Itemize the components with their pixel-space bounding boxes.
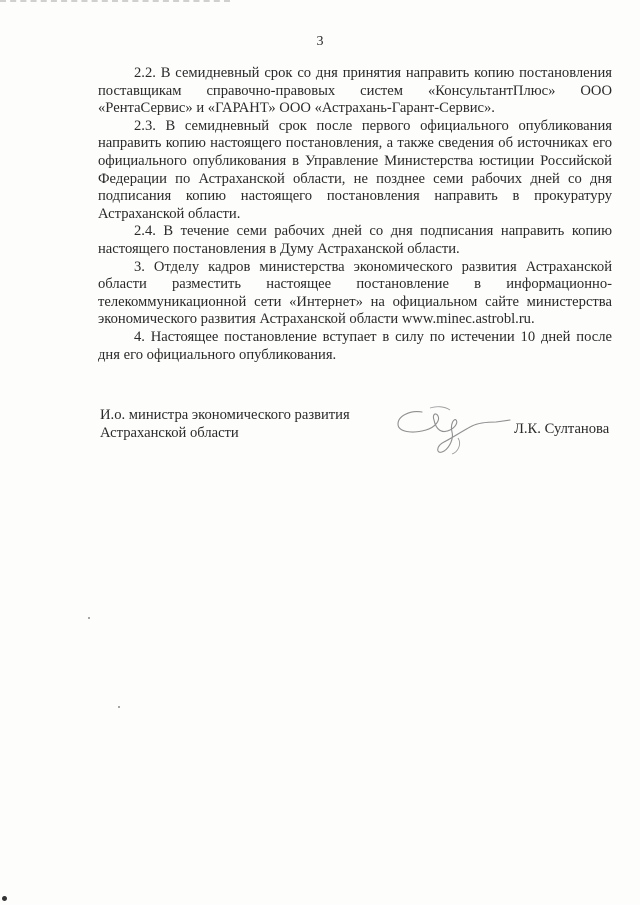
- signatory-title-line1: И.о. министра экономического развития: [100, 407, 350, 423]
- document-body: [98, 65, 612, 364]
- signatory-title: [100, 407, 350, 442]
- signatory-name: Л.К. Султанова: [514, 421, 610, 437]
- scan-speck: [2, 896, 7, 901]
- scan-speck: [88, 617, 90, 619]
- paragraph-4: 4. Настоящее постановление вступает в силу по истечении 10 дней после дня его официального опубликования.: [98, 328, 612, 363]
- scan-artifact: [0, 0, 230, 7]
- signatory-title-line2: Астраханской области: [100, 424, 239, 441]
- scan-speck: [118, 706, 120, 708]
- paragraph-3: 3. Отделу кадров министерства экономического развития Астраханской области разместить настоящее постановление в информационно-телекоммуникационной сети «Интернет» на официальном сайте министерства экономического развития Астраханской области www.minec.astrobl.ru.: [98, 258, 612, 328]
- paragraph-2-4: 2.4. В течение семи рабочих дней со дня подписания направить копию настоящего постановления в Думу Астраханской области.: [98, 223, 612, 257]
- page-number: 3: [316, 34, 324, 49]
- handwritten-signature: [392, 400, 512, 456]
- paragraph-2-3: 2.3. В семидневный срок после первого официального опубликования направить копию настоящего постановления, а также сведения об источниках его официального опубликования в Управление Министерства юстиции Российской Федерации по Астраханской области, не позднее семи рабочих дней со дня подписания копию настоящего постановления направить в прокуратуру Астраханской области.: [98, 117, 612, 222]
- paragraph-2-2: 2.2. В семидневный срок со дня принятия направить копию постановления поставщикам справочно-правовых систем «КонсультантПлюс» ООО «РентаСервис» и «ГАРАНТ» ООО «Астрахань-Гарант-Сервис».: [98, 65, 612, 117]
